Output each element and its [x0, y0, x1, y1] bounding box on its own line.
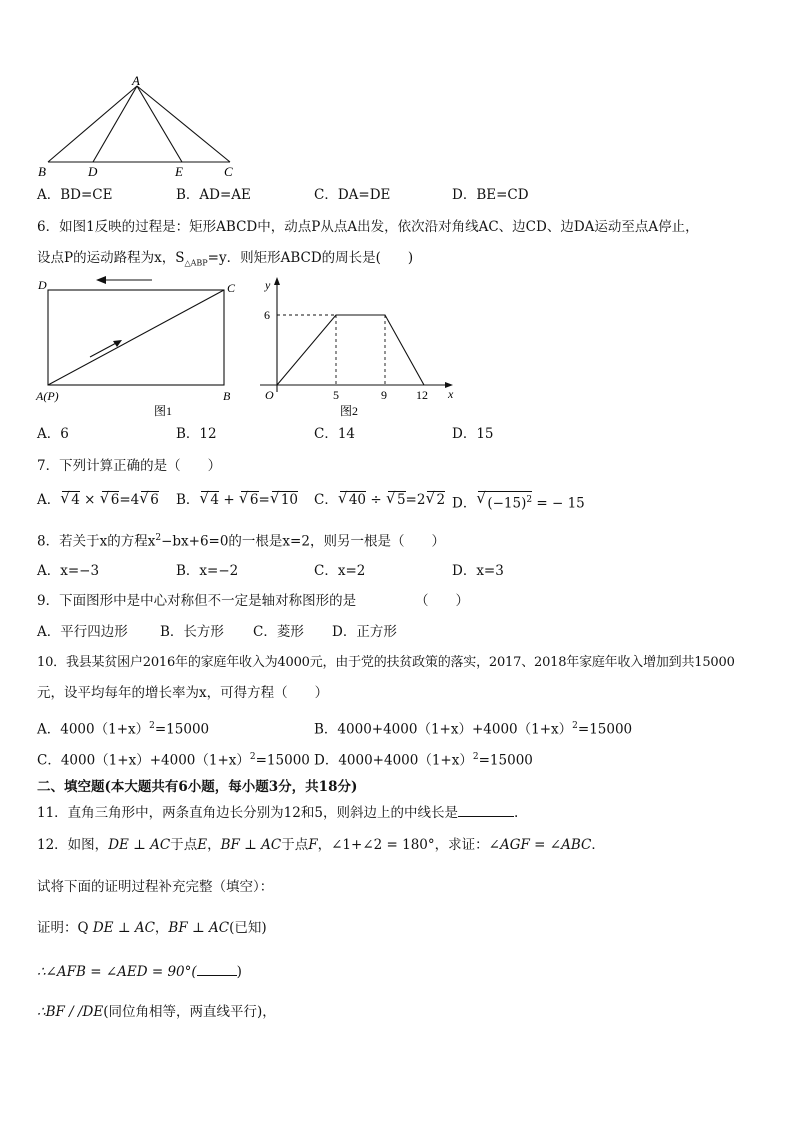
q11-stem-text: 11．直角三角形中，两条直角边长分别为12和5，则斜边上的中线长是	[37, 805, 458, 821]
q6-option-c[interactable]: C．14	[314, 426, 356, 442]
q7-b-sqrt2: √ 6	[241, 491, 259, 508]
q12-proof2-b: )	[236, 964, 242, 980]
q6-option-d[interactable]: D．15	[452, 426, 494, 442]
q7-a-sqrt3: √ 6	[141, 491, 159, 508]
fig2-tick-x9: 9	[381, 388, 387, 402]
q12-c2: ，	[317, 837, 332, 853]
q10-b-sup: 2	[572, 721, 578, 731]
q11-stem	[37, 802, 518, 822]
q5-option-a[interactable]: A．BD=CE	[37, 187, 113, 203]
fig2-caption: 图2	[340, 404, 359, 418]
q6-stem-line1: 6．如图1反映的过程是：矩形ABCD中，动点P从点A出发，依次沿对角线AC、边CD、边DA运动至点A停止，	[37, 219, 699, 235]
q12-proof-line3	[37, 1003, 276, 1021]
label-c: C	[224, 164, 233, 179]
q7-option-c[interactable]	[314, 491, 445, 509]
q7-c-sqrt2: √ 5	[388, 491, 406, 508]
q7-option-d[interactable]	[452, 491, 585, 513]
q10-d-end: =15000	[478, 752, 533, 769]
q12-goal: ∠AGF = ∠ABC	[488, 837, 592, 853]
q8-option-d[interactable]: D．x=3	[452, 563, 504, 579]
q12-condition-de-ac: DE ⊥ AC	[108, 837, 171, 853]
label-a: A	[132, 73, 140, 88]
q8-stem-sup: 2	[155, 533, 162, 543]
fig2-label-origin: O	[265, 388, 274, 402]
q7-option-b[interactable]	[176, 491, 298, 509]
q7-d-label: D．	[452, 495, 477, 512]
q6-option-a[interactable]: A．6	[37, 426, 69, 442]
fig2-tick-x12: 12	[416, 388, 428, 402]
q12-t3: ，求证：	[434, 837, 489, 853]
q7-a-sqrt1: √ 4	[62, 491, 80, 508]
q12-prefix: 12．如图，	[37, 837, 109, 853]
q10-b-end: =15000	[577, 721, 633, 738]
q7-option-a[interactable]	[37, 491, 159, 509]
fig1-label-d: D	[38, 278, 47, 292]
segment-ae	[137, 86, 182, 162]
q10-option-d[interactable]	[314, 748, 533, 770]
q6-stem-sub: △ABP	[184, 258, 208, 268]
q12-c1: ，	[207, 837, 221, 853]
q10-d-sup: 2	[472, 752, 479, 762]
q9-option-c[interactable]: C．菱形	[253, 624, 304, 640]
fig1-caption: 图1	[154, 404, 173, 418]
q12-proof3-b: (同位角相等，两直线平行)，	[103, 1004, 276, 1020]
q10-option-c[interactable]	[37, 748, 310, 770]
segment-ab	[48, 86, 137, 162]
label-b: B	[38, 164, 46, 179]
q7-a-eq: =4	[119, 492, 140, 508]
fig1-label-b: B	[223, 389, 231, 403]
q5-option-d[interactable]: D．BE=CD	[452, 187, 529, 203]
q6-option-b[interactable]: B．12	[176, 426, 217, 442]
q12-proof1-b: DE ⊥ AC	[92, 920, 155, 936]
q10-c-text: C．4000（1+x）+4000（1+x）	[37, 752, 250, 769]
fig2-label-x: x	[448, 387, 454, 401]
q5-option-b[interactable]: B．AD=AE	[176, 187, 251, 203]
q6-stem-line2-a: 设点P的运动路程为x，S	[37, 250, 185, 266]
q10-option-b[interactable]	[314, 717, 632, 739]
fig2-tick-y6: 6	[264, 308, 270, 322]
q12-t1: 于点	[170, 837, 198, 853]
q10-c-sup: 2	[249, 752, 256, 762]
q12-point-e: E	[197, 837, 208, 853]
q10-b-text: B．4000+4000（1+x）+4000（1+x）	[314, 721, 573, 738]
label-d: D	[88, 164, 98, 179]
q7-a-op: ×	[84, 492, 96, 508]
q9-option-b[interactable]: B．长方形	[160, 624, 224, 640]
q12-proof1-a: 证明：Q	[37, 920, 93, 936]
q7-c-sqrt1: √ 40	[340, 491, 366, 508]
q12-instruction: 试将下面的证明过程补充完整（填空）：	[37, 879, 274, 895]
q10-c-end: =15000	[255, 752, 310, 769]
q12-point-f: F	[308, 837, 318, 853]
section2-title: 二、填空题(本大题共有6小题，每小题3分，共18分)	[37, 779, 358, 795]
q8-option-b[interactable]: B．x=−2	[176, 563, 239, 579]
q7-c-sqrt3: √ 2	[427, 491, 445, 508]
q7-d-sqrt	[478, 491, 532, 512]
q12-reason-blank[interactable]	[197, 961, 237, 976]
q9-stem: 9．下面图形中是中心对称但不一定是轴对称图形的是	[37, 593, 357, 609]
q6-stem-line2	[37, 249, 413, 273]
q7-stem: 7．下列计算正确的是（ ）	[37, 458, 222, 474]
diagonal-ac	[48, 290, 224, 385]
q8-option-a[interactable]: A．x=−3	[37, 563, 100, 579]
q10-d-text: D．4000+4000（1+x）	[314, 752, 473, 769]
q6-stem-line2-b: =y．则矩形ABCD的周长是( )	[207, 250, 414, 266]
fig2-label-y: y	[265, 278, 271, 292]
segment-ac	[137, 86, 230, 162]
q7-d-radicand: (−15)	[487, 495, 527, 512]
q6-figure1-rectangle	[30, 272, 245, 422]
q8-stem-a: 8．若关于x的方程x	[37, 533, 156, 550]
q12-stem	[37, 836, 605, 854]
q7-d-exp: 2	[526, 495, 533, 505]
q7-c-op: ÷	[370, 492, 382, 508]
q7-b-label: B．	[176, 492, 200, 508]
q12-condition-angles: ∠1+∠2 = 180°	[331, 837, 435, 853]
q12-proof3-a: ∴BF / /DE	[37, 1004, 104, 1020]
q5-option-c[interactable]: C．DA=DE	[314, 187, 391, 203]
q10-a-text: A．4000（1+x）	[37, 721, 150, 738]
q5-triangle-figure	[30, 72, 250, 180]
q9-option-a[interactable]: A．平行四边形	[37, 624, 128, 640]
y-axis-arrow	[274, 277, 280, 285]
q8-option-c[interactable]: C．x=2	[314, 563, 366, 579]
q12-end: ．	[591, 837, 605, 853]
fig1-label-c: C	[227, 281, 236, 295]
q11-end: .	[513, 805, 519, 821]
q9-paren: （ ）	[415, 593, 469, 609]
q7-a-label: A．	[37, 492, 61, 508]
q7-b-eq: =	[258, 492, 270, 508]
fig2-tick-x5: 5	[333, 388, 339, 402]
q10-a-end: =15000	[154, 721, 210, 738]
q10-a-sup: 2	[149, 721, 155, 731]
arrow-left-head	[96, 276, 106, 284]
q11-answer-blank[interactable]	[458, 802, 514, 817]
graph-line	[277, 315, 424, 385]
q6-figure2-graph	[252, 272, 462, 422]
label-e: E	[175, 164, 183, 179]
q7-b-sqrt1: √ 4	[201, 491, 219, 508]
q8-stem	[37, 529, 445, 551]
q12-proof2-a: ∴∠AFB = ∠AED = 90°(	[37, 964, 197, 980]
q12-t2: 于点	[281, 837, 309, 853]
q12-proof-line1	[37, 919, 267, 937]
q7-c-eq: =2	[405, 492, 426, 508]
fig1-label-ap: A(P)	[36, 389, 59, 403]
q12-proof-line2	[37, 961, 242, 981]
segment-ad	[93, 86, 137, 162]
q7-c-label: C．	[314, 492, 338, 508]
q12-proof1-c: ，	[154, 920, 169, 936]
q8-stem-b: −bx+6=0的一根是x=2，则另一根是（ ）	[161, 533, 445, 550]
q10-stem-line1: 10．我县某贫困户2016年的家庭年收入为4000元，由于党的扶贫政策的落实，2017、2018年家庭年收入增加到共15000	[37, 655, 735, 670]
q7-b-sqrt3: √ 10	[272, 491, 298, 508]
q9-option-d[interactable]: D．正方形	[332, 624, 397, 640]
q12-proof1-d: BF ⊥ AC	[168, 920, 230, 936]
q10-option-a[interactable]	[37, 717, 209, 739]
q10-stem-line2: 元，设平均每年的增长率为x，可得方程（ ）	[37, 685, 329, 701]
q7-a-sqrt2: √ 6	[102, 491, 120, 508]
q7-b-op: +	[223, 492, 235, 508]
q12-proof1-e: (已知)	[229, 920, 267, 936]
q12-condition-bf-ac: BF ⊥ AC	[220, 837, 282, 853]
q7-d-eq: = − 15	[536, 495, 585, 512]
